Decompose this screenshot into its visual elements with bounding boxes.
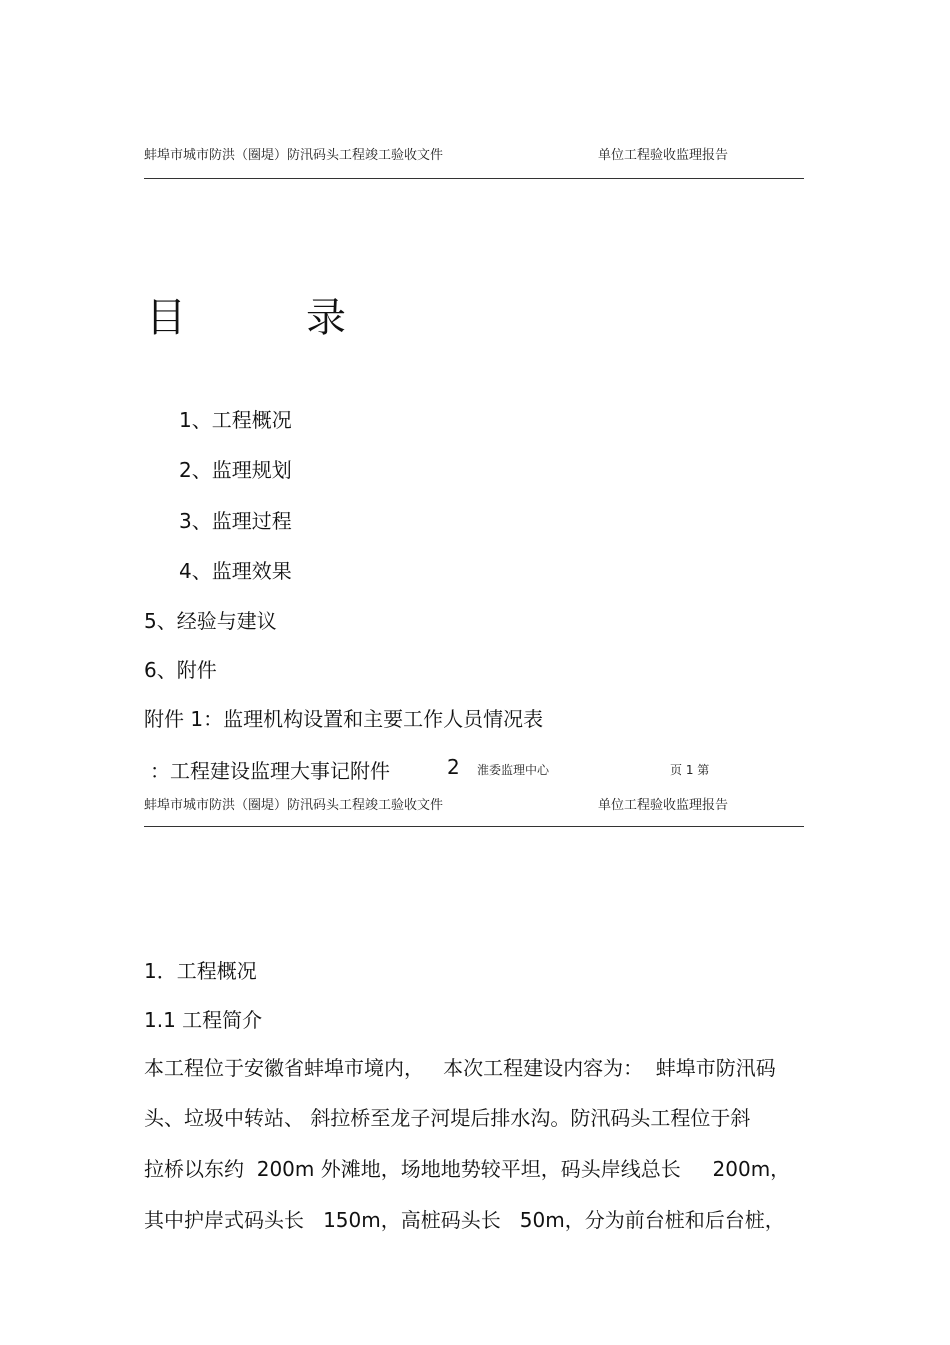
page2-header-rule [144, 826, 804, 827]
toc-item-3: 3、监理过程 [179, 509, 292, 533]
page1-header-left: 蚌埠市城市防洪（圈堤）防汛码头工程竣工验收文件 [144, 148, 444, 163]
toc-item-2: 2、监理规划 [179, 458, 292, 482]
page2-header-right: 单位工程验收监理报告 [598, 798, 729, 813]
toc-item-1: 1、工程概况 [179, 408, 292, 432]
footer-org: 淮委监理中心 [477, 763, 550, 777]
subsection-title: 1.1 工程简介 [144, 1008, 263, 1032]
toc-item-attachment-2: ：工程建设监理大事记附件 [150, 759, 390, 783]
page2-header-left: 蚌埠市城市防洪（圈堤）防汛码头工程竣工验收文件 [144, 798, 444, 813]
paragraph-line-1: 本工程位于安徽省蚌埠市境内， 本次工程建设内容为： 蚌埠市防汛码 [144, 1056, 776, 1080]
paragraph-line-3: 拉桥以东约 200m 外滩地，场地地势较平坦，码头岸线总长 200m， [144, 1157, 791, 1181]
section-title: 1．工程概况 [144, 959, 257, 983]
toc-item-attachment-1: 附件 1：监理机构设置和主要工作人员情况表 [144, 707, 544, 731]
toc-title-char-1: 目 [146, 295, 186, 341]
page1-header-right: 单位工程验收监理报告 [598, 148, 729, 163]
toc-item-6: 6、附件 [144, 658, 217, 682]
toc-title-char-2: 录 [306, 295, 346, 341]
paragraph-line-4: 其中护岸式码头长 150m，高桩码头长 50m，分为前台桩和后台桩， [144, 1208, 785, 1232]
toc-item-4: 4、监理效果 [179, 559, 292, 583]
paragraph-line-2: 头、垃圾中转站、 斜拉桥至龙子河堤后排水沟。防汛码头工程位于斜 [144, 1106, 751, 1130]
page1-header-rule [144, 178, 804, 179]
attachment-number: 2 [447, 755, 460, 779]
toc-item-5: 5、经验与建议 [144, 609, 277, 633]
footer-page-number: 页 1 第 [670, 763, 710, 777]
